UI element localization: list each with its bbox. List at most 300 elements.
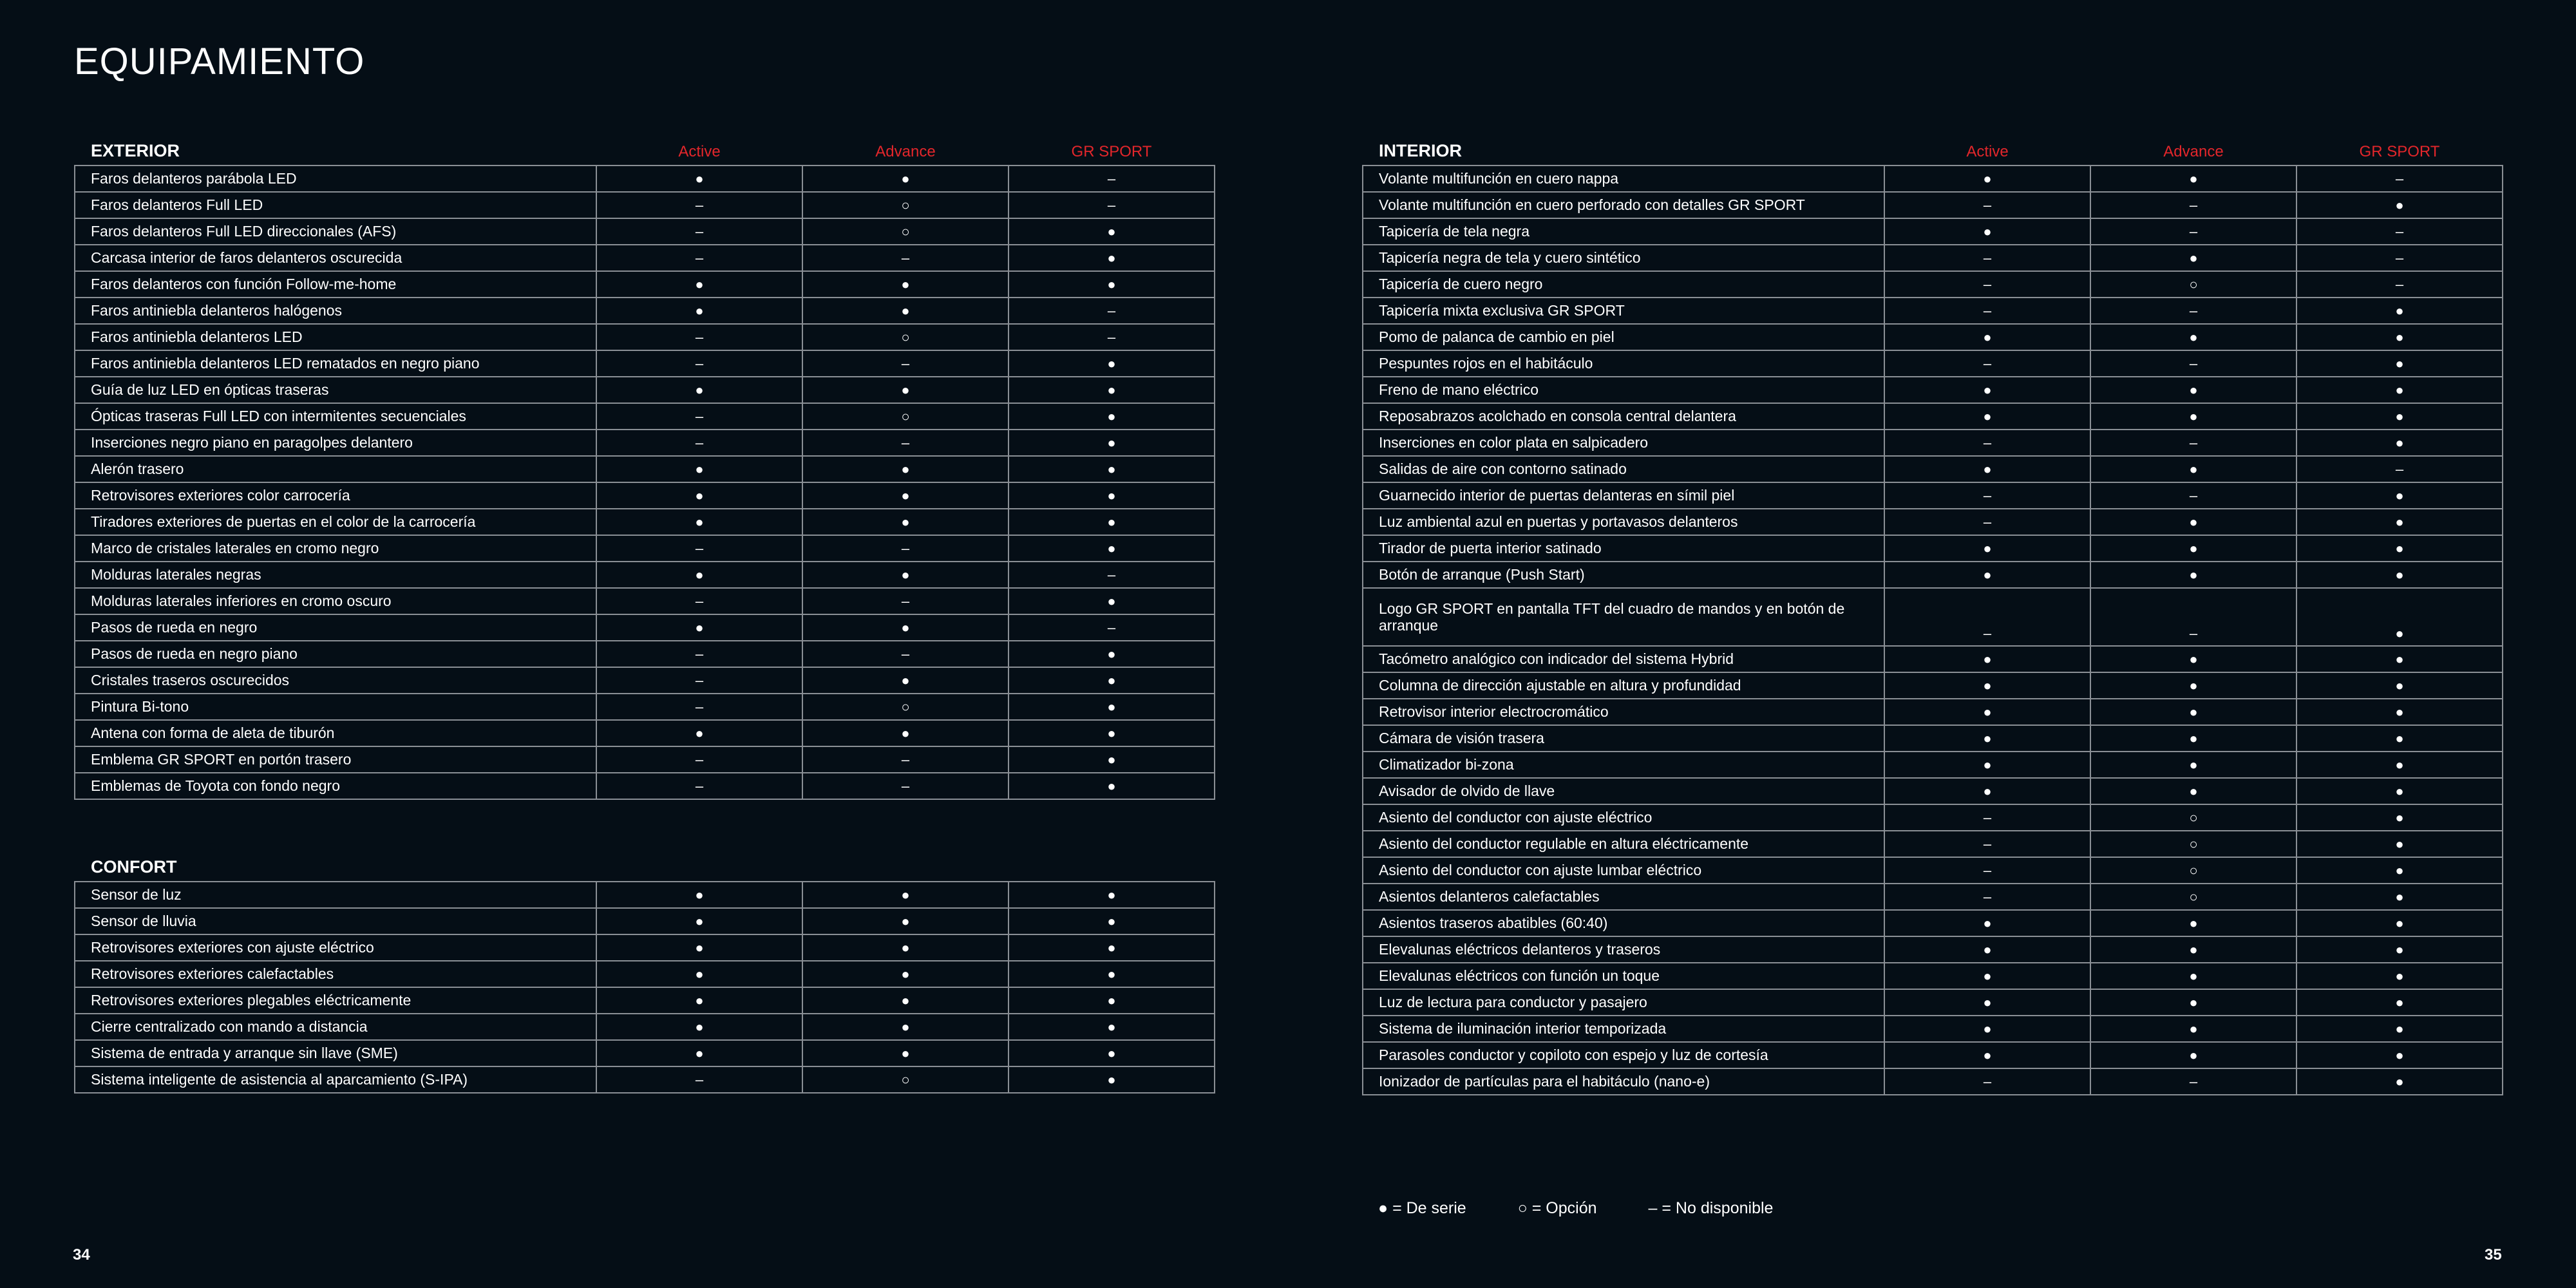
availability-mark: ● [1009, 350, 1215, 377]
availability-mark: ● [1884, 752, 2090, 778]
table-row [1363, 456, 2503, 482]
availability-mark: ● [1884, 778, 2090, 804]
availability-mark: – [596, 430, 802, 456]
exterior-table [74, 138, 1215, 800]
feature-name: Elevalunas eléctricos delanteros y traseros [1363, 936, 1884, 963]
availability-mark: ● [802, 882, 1009, 908]
availability-mark: ○ [802, 694, 1009, 720]
availability-mark: – [1009, 298, 1215, 324]
availability-mark: ● [1884, 672, 2090, 699]
table-row [1363, 963, 2503, 989]
feature-name: Sistema de iluminación interior temporizada [1363, 1016, 1884, 1042]
availability-mark: – [596, 324, 802, 350]
availability-mark: ○ [802, 403, 1009, 430]
table-row [1363, 298, 2503, 324]
page-number-right: 35 [2485, 1246, 2502, 1264]
feature-name: Botón de arranque (Push Start) [1363, 562, 1884, 588]
feature-name: Faros antiniebla delanteros LED rematados en negro piano [75, 350, 596, 377]
col-header-advance: Advance [2163, 143, 2224, 160]
availability-mark: ● [596, 456, 802, 482]
col-header-gr-sport: GR SPORT [2359, 143, 2440, 160]
table-row [1363, 1016, 2503, 1042]
availability-mark: ● [2090, 725, 2297, 752]
feature-name: Pasos de rueda en negro piano [75, 641, 596, 667]
availability-mark: ● [1009, 667, 1215, 694]
availability-mark: ● [1009, 430, 1215, 456]
availability-mark: ● [596, 961, 802, 987]
feature-name: Marco de cristales laterales en cromo negro [75, 535, 596, 562]
table-row [75, 298, 1215, 324]
availability-mark: ● [2297, 350, 2503, 377]
availability-mark: – [1884, 430, 2090, 456]
legend [1378, 1199, 1773, 1218]
availability-mark: ○ [802, 1066, 1009, 1093]
availability-mark: ● [2090, 963, 2297, 989]
table-row [1363, 910, 2503, 936]
feature-name: Asiento del conductor con ajuste lumbar eléctrico [1363, 857, 1884, 884]
availability-mark: ● [2090, 535, 2297, 562]
feature-name: Sistema inteligente de asistencia al aparcamiento (S-IPA) [75, 1066, 596, 1093]
table-row [75, 377, 1215, 403]
table-row [75, 509, 1215, 535]
availability-mark: ● [1009, 641, 1215, 667]
table-row [1363, 588, 2503, 646]
feature-name: Faros delanteros Full LED [75, 192, 596, 218]
page-title: EQUIPAMIENTO [74, 41, 365, 82]
feature-name: Volante multifunción en cuero nappa [1363, 166, 1884, 192]
availability-mark: – [2297, 456, 2503, 482]
col-header-advance: Advance [875, 143, 936, 160]
feature-name: Retrovisores exteriores calefactables [75, 961, 596, 987]
table-row [1363, 989, 2503, 1016]
section-title-confort: CONFORT [91, 857, 177, 876]
availability-mark: ● [596, 377, 802, 403]
availability-mark: ● [2090, 1016, 2297, 1042]
feature-name: Asiento del conductor con ajuste eléctrico [1363, 804, 1884, 831]
availability-mark: ● [1884, 910, 2090, 936]
table-row [75, 430, 1215, 456]
availability-mark: ● [2297, 752, 2503, 778]
availability-mark: – [1009, 324, 1215, 350]
table-row [1363, 804, 2503, 831]
availability-mark: ● [2090, 646, 2297, 672]
table-row [1363, 778, 2503, 804]
availability-mark: ● [2297, 910, 2503, 936]
feature-name: Salidas de aire con contorno satinado [1363, 456, 1884, 482]
confort-table [74, 854, 1215, 1094]
availability-mark: ● [1009, 961, 1215, 987]
availability-mark: ● [1009, 746, 1215, 773]
feature-name: Sistema de entrada y arranque sin llave (SME) [75, 1040, 596, 1066]
col-header-active: Active [678, 143, 721, 160]
table-row [75, 882, 1215, 908]
feature-name: Retrovisores exteriores con ajuste eléctrico [75, 934, 596, 961]
availability-mark: ● [1009, 456, 1215, 482]
feature-name: Faros antiniebla delanteros halógenos [75, 298, 596, 324]
table-row [1363, 430, 2503, 456]
availability-mark: ● [2090, 1042, 2297, 1068]
availability-mark: – [1009, 166, 1215, 192]
availability-mark: – [2090, 482, 2297, 509]
availability-mark: ● [2297, 699, 2503, 725]
availability-mark: ● [802, 614, 1009, 641]
availability-mark: ○ [802, 324, 1009, 350]
availability-mark: – [596, 694, 802, 720]
availability-mark: – [2090, 350, 2297, 377]
table-row [1363, 725, 2503, 752]
availability-mark: ● [596, 1040, 802, 1066]
table-row [75, 641, 1215, 667]
interior-table [1362, 138, 2503, 1095]
table-row [75, 1014, 1215, 1040]
availability-mark: – [596, 192, 802, 218]
table-row [1363, 377, 2503, 403]
feature-name: Tiradores exteriores de puertas en el color de la carrocería [75, 509, 596, 535]
availability-mark: ● [802, 961, 1009, 987]
availability-mark: – [596, 641, 802, 667]
availability-mark: ● [1884, 725, 2090, 752]
availability-mark: – [596, 350, 802, 377]
feature-name: Tapicería mixta exclusiva GR SPORT [1363, 298, 1884, 324]
availability-mark: ● [2090, 936, 2297, 963]
table-row [1363, 192, 2503, 218]
feature-name: Sensor de luz [75, 882, 596, 908]
availability-mark: ○ [2090, 857, 2297, 884]
availability-mark: – [1884, 350, 2090, 377]
feature-name: Tapicería de tela negra [1363, 218, 1884, 245]
availability-mark: – [802, 245, 1009, 271]
table-row [75, 350, 1215, 377]
table-row [75, 535, 1215, 562]
availability-mark: ● [2297, 509, 2503, 535]
availability-mark: – [596, 773, 802, 799]
table-row [75, 987, 1215, 1014]
table-row [1363, 324, 2503, 350]
table-row [75, 614, 1215, 641]
availability-mark: ● [1009, 1066, 1215, 1093]
availability-mark: ● [1884, 936, 2090, 963]
availability-mark: ● [2090, 562, 2297, 588]
feature-name: Cierre centralizado con mando a distancia [75, 1014, 596, 1040]
availability-mark: ● [802, 1040, 1009, 1066]
availability-mark: ● [2090, 456, 2297, 482]
table-row [75, 934, 1215, 961]
feature-name: Faros delanteros con función Follow-me-home [75, 271, 596, 298]
availability-mark: ● [1009, 245, 1215, 271]
availability-mark: ○ [2090, 831, 2297, 857]
table-row [75, 245, 1215, 271]
availability-mark: ● [1009, 1014, 1215, 1040]
availability-mark: ● [596, 482, 802, 509]
availability-mark: ● [596, 908, 802, 934]
table-row [75, 324, 1215, 350]
availability-mark: ● [2090, 778, 2297, 804]
availability-mark: ● [802, 509, 1009, 535]
availability-mark: ● [1009, 509, 1215, 535]
feature-name: Columna de dirección ajustable en altura y profundidad [1363, 672, 1884, 699]
availability-mark: ● [1009, 694, 1215, 720]
availability-mark: – [1884, 857, 2090, 884]
availability-mark: ● [2297, 778, 2503, 804]
availability-mark: ● [2297, 562, 2503, 588]
table-row [1363, 884, 2503, 910]
availability-mark: ● [2090, 989, 2297, 1016]
legend-item-unavailable: – = No disponible [1648, 1199, 1774, 1217]
feature-name: Alerón trasero [75, 456, 596, 482]
availability-mark: ● [596, 720, 802, 746]
availability-mark: ● [2090, 245, 2297, 271]
availability-mark: ● [1884, 166, 2090, 192]
feature-name: Retrovisores exteriores plegables eléctricamente [75, 987, 596, 1014]
availability-mark: ● [2297, 482, 2503, 509]
feature-name: Tapicería de cuero negro [1363, 271, 1884, 298]
feature-name: Pomo de palanca de cambio en piel [1363, 324, 1884, 350]
availability-mark: – [1884, 884, 2090, 910]
availability-mark: ● [1884, 562, 2090, 588]
availability-mark: ● [2297, 646, 2503, 672]
availability-mark: – [1009, 614, 1215, 641]
availability-mark: – [596, 746, 802, 773]
availability-mark: ● [1009, 377, 1215, 403]
availability-mark: – [2297, 166, 2503, 192]
table-row [75, 218, 1215, 245]
availability-mark: ● [2297, 298, 2503, 324]
table-row [75, 908, 1215, 934]
table-row [1363, 752, 2503, 778]
availability-mark: ● [2297, 377, 2503, 403]
availability-mark: ● [2297, 884, 2503, 910]
availability-mark: ○ [2090, 804, 2297, 831]
availability-mark: – [2090, 218, 2297, 245]
availability-mark: ● [1884, 963, 2090, 989]
availability-mark: ● [1009, 1040, 1215, 1066]
feature-name: Pintura Bi-tono [75, 694, 596, 720]
availability-mark: – [802, 773, 1009, 799]
availability-mark: ● [802, 934, 1009, 961]
feature-name: Asientos delanteros calefactables [1363, 884, 1884, 910]
availability-mark: ○ [2090, 271, 2297, 298]
availability-mark: ● [2297, 535, 2503, 562]
table-row [75, 456, 1215, 482]
legend-item-option: ○ = Opción [1517, 1199, 1597, 1217]
feature-name: Retrovisores exteriores color carrocería [75, 482, 596, 509]
availability-mark: ● [802, 667, 1009, 694]
table-row [1363, 271, 2503, 298]
availability-mark: – [2090, 588, 2297, 646]
availability-mark: ● [596, 882, 802, 908]
feature-name: Reposabrazos acolchado en consola central delantera [1363, 403, 1884, 430]
table-row [75, 720, 1215, 746]
availability-mark: ● [802, 908, 1009, 934]
availability-mark: ● [596, 614, 802, 641]
availability-mark: ● [1884, 1042, 2090, 1068]
section-title-interior: INTERIOR [1379, 141, 1463, 160]
availability-mark: – [802, 535, 1009, 562]
feature-name: Emblemas de Toyota con fondo negro [75, 773, 596, 799]
availability-mark: – [1884, 192, 2090, 218]
feature-name: Carcasa interior de faros delanteros oscurecida [75, 245, 596, 271]
feature-name: Logo GR SPORT en pantalla TFT del cuadro de mandos y en botón de arranque [1363, 588, 1884, 646]
availability-mark: – [596, 1066, 802, 1093]
availability-mark: ● [2297, 403, 2503, 430]
availability-mark: – [1884, 298, 2090, 324]
table-row [75, 166, 1215, 192]
table-row [1363, 646, 2503, 672]
availability-mark: – [2090, 192, 2297, 218]
table-row [1363, 699, 2503, 725]
table-row [75, 773, 1215, 799]
availability-mark: ● [2090, 752, 2297, 778]
availability-mark: ○ [802, 218, 1009, 245]
availability-mark: ● [802, 482, 1009, 509]
availability-mark: ● [2297, 1016, 2503, 1042]
availability-mark: – [596, 588, 802, 614]
table-row [1363, 509, 2503, 535]
availability-mark: ● [2090, 699, 2297, 725]
availability-mark: ● [596, 271, 802, 298]
availability-mark: ● [2297, 324, 2503, 350]
table-row [75, 562, 1215, 588]
feature-name: Pasos de rueda en negro [75, 614, 596, 641]
availability-mark: ● [1884, 989, 2090, 1016]
availability-mark: ● [1009, 535, 1215, 562]
feature-name: Asiento del conductor regulable en altura eléctricamente [1363, 831, 1884, 857]
availability-mark: – [2090, 1068, 2297, 1095]
availability-mark: ● [2297, 672, 2503, 699]
availability-mark: – [2297, 218, 2503, 245]
availability-mark: ● [1884, 535, 2090, 562]
availability-mark: – [1884, 482, 2090, 509]
availability-mark: ● [2297, 857, 2503, 884]
availability-mark: ● [2090, 403, 2297, 430]
feature-name: Tacómetro analógico con indicador del sistema Hybrid [1363, 646, 1884, 672]
feature-name: Cámara de visión trasera [1363, 725, 1884, 752]
availability-mark: ● [1009, 934, 1215, 961]
availability-mark: ● [1009, 773, 1215, 799]
table-row [1363, 535, 2503, 562]
availability-mark: ● [1884, 1016, 2090, 1042]
availability-mark: ○ [2090, 884, 2297, 910]
table-row [1363, 672, 2503, 699]
feature-name: Antena con forma de aleta de tiburón [75, 720, 596, 746]
availability-mark: ● [802, 720, 1009, 746]
availability-mark: ● [2090, 509, 2297, 535]
table-row [75, 694, 1215, 720]
feature-name: Luz de lectura para conductor y pasajero [1363, 989, 1884, 1016]
availability-mark: ● [802, 166, 1009, 192]
table-row [75, 588, 1215, 614]
table-row [75, 482, 1215, 509]
availability-mark: ● [802, 456, 1009, 482]
availability-mark: – [1884, 804, 2090, 831]
availability-mark: – [596, 218, 802, 245]
table-row [1363, 350, 2503, 377]
table-row [75, 271, 1215, 298]
availability-mark: ● [1009, 588, 1215, 614]
availability-mark: – [596, 245, 802, 271]
availability-mark: ● [596, 987, 802, 1014]
feature-name: Elevalunas eléctricos con función un toque [1363, 963, 1884, 989]
table-row [75, 1066, 1215, 1093]
availability-mark: ● [1884, 324, 2090, 350]
availability-mark: ● [2297, 430, 2503, 456]
table-row [75, 1040, 1215, 1066]
availability-mark: – [2297, 271, 2503, 298]
feature-name: Ionizador de partículas para el habitáculo (nano-e) [1363, 1068, 1884, 1095]
page-number-left: 34 [73, 1246, 90, 1264]
availability-mark: ● [2090, 166, 2297, 192]
availability-mark: ● [1009, 720, 1215, 746]
availability-mark: ● [802, 377, 1009, 403]
availability-mark: ● [596, 166, 802, 192]
availability-mark: ● [802, 987, 1009, 1014]
availability-mark: ● [1884, 218, 2090, 245]
feature-name: Tapicería negra de tela y cuero sintético [1363, 245, 1884, 271]
section-title-exterior: EXTERIOR [91, 141, 180, 160]
availability-mark: ● [2297, 725, 2503, 752]
feature-name: Asientos traseros abatibles (60:40) [1363, 910, 1884, 936]
availability-mark: ● [1009, 908, 1215, 934]
availability-mark: ● [2297, 831, 2503, 857]
availability-mark: ● [1009, 882, 1215, 908]
availability-mark: – [1884, 588, 2090, 646]
availability-mark: – [596, 667, 802, 694]
table-row [75, 403, 1215, 430]
table-row [1363, 482, 2503, 509]
availability-mark: – [596, 535, 802, 562]
availability-mark: – [2297, 245, 2503, 271]
availability-mark: ● [1009, 271, 1215, 298]
availability-mark: ● [1884, 699, 2090, 725]
availability-mark: ● [2297, 989, 2503, 1016]
availability-mark: ● [2297, 963, 2503, 989]
table-row [75, 667, 1215, 694]
table-row [1363, 936, 2503, 963]
table-row [1363, 1042, 2503, 1068]
col-header-gr-sport: GR SPORT [1071, 143, 1152, 160]
table-row [1363, 1068, 2503, 1095]
feature-name: Faros delanteros parábola LED [75, 166, 596, 192]
feature-name: Avisador de olvido de llave [1363, 778, 1884, 804]
table-row [1363, 857, 2503, 884]
availability-mark: ● [596, 1014, 802, 1040]
availability-mark: – [802, 641, 1009, 667]
availability-mark: ● [1884, 456, 2090, 482]
availability-mark: ● [2297, 804, 2503, 831]
availability-mark: – [1884, 271, 2090, 298]
feature-name: Retrovisor interior electrocromático [1363, 699, 1884, 725]
availability-mark: ● [596, 509, 802, 535]
availability-mark: ● [1009, 403, 1215, 430]
feature-name: Parasoles conductor y copiloto con espejo y luz de cortesía [1363, 1042, 1884, 1068]
feature-name: Luz ambiental azul en puertas y portavasos delanteros [1363, 509, 1884, 535]
availability-mark: ○ [802, 192, 1009, 218]
availability-mark: ● [596, 562, 802, 588]
availability-mark: ● [802, 298, 1009, 324]
feature-name: Tirador de puerta interior satinado [1363, 535, 1884, 562]
table-row [1363, 218, 2503, 245]
table-row [1363, 245, 2503, 271]
availability-mark: – [2090, 298, 2297, 324]
availability-mark: – [1009, 192, 1215, 218]
availability-mark: ● [2297, 936, 2503, 963]
availability-mark: ● [2297, 1042, 2503, 1068]
availability-mark: – [1884, 245, 2090, 271]
table-row [1363, 403, 2503, 430]
table-row [75, 961, 1215, 987]
feature-name: Faros antiniebla delanteros LED [75, 324, 596, 350]
availability-mark: ● [1009, 218, 1215, 245]
